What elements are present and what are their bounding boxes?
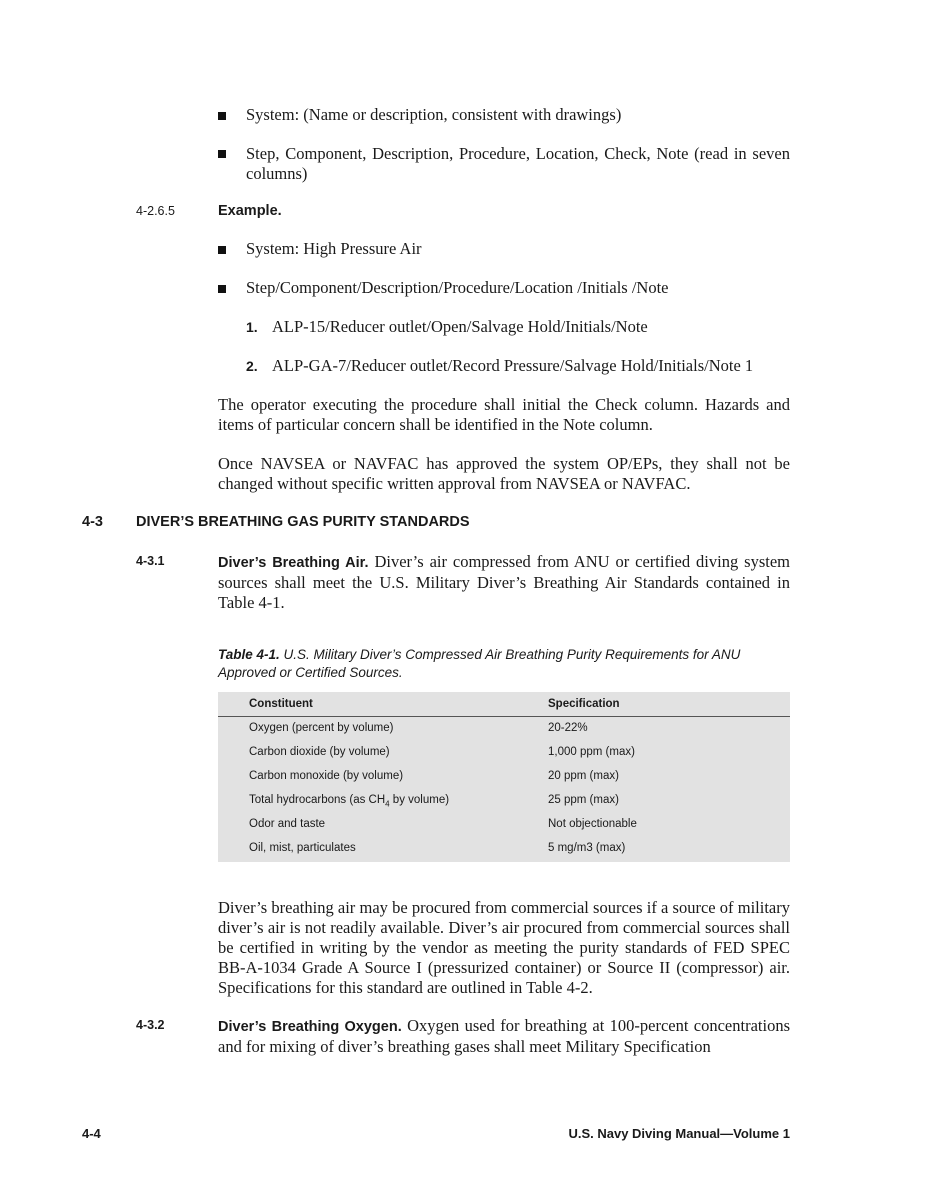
list-item: System: High Pressure Air (246, 239, 422, 258)
table-row (218, 788, 790, 812)
cell: 20-22% (548, 722, 588, 734)
section-number: 4-3 (82, 514, 103, 530)
cell: Odor and taste (249, 818, 326, 830)
section-number: 4-3.1 (136, 554, 165, 568)
paragraph-title: Diver’s Breathing Oxygen. (218, 1019, 402, 1035)
paragraph (218, 552, 790, 613)
header-cell: Constituent (249, 698, 313, 710)
cell: 20 ppm (max) (548, 770, 619, 782)
list-item: Step/Component/Description/Procedure/Location /Initials /Note (246, 278, 669, 297)
cell: 25 ppm (max) (548, 794, 619, 806)
cell: 1,000 ppm (max) (548, 746, 635, 758)
cell: Carbon dioxide (by volume) (249, 746, 390, 758)
header-cell: Specification (548, 698, 620, 710)
section-heading: DIVER’S BREATHING GAS PURITY STANDARDS (136, 514, 470, 530)
paragraph-title: Diver’s Breathing Air. (218, 555, 369, 571)
bullet-icon (218, 112, 226, 120)
paragraph: Diver’s breathing air may be procured from commercial sources if a source of military diver’s air is not readily available. Diver’s air procured from commercial sources shall be certified in writing by the vendor as meeting the purity standards of FED SPEC BB-A-1034 Grade A Source I (pressurized container) or Source II (compressor) air. Specifications for this standard are outlined in Table 4-2. (218, 898, 790, 997)
caption-text: U.S. Military Diver’s Compressed Air Breathing Purity Requirements for ANU Approved or Certified Sources. (218, 647, 741, 680)
step-number: 2. (246, 358, 258, 374)
cell-text: Total hydrocarbons (as CH (249, 794, 386, 806)
cell: Not objectionable (548, 818, 637, 830)
table-row (218, 836, 790, 860)
purity-table (218, 692, 790, 862)
table-row (218, 716, 790, 740)
section-title: Example. (218, 203, 282, 219)
table-caption (218, 646, 790, 682)
running-footer: U.S. Navy Diving Manual—Volume 1 (568, 1126, 790, 1141)
step-number: 1. (246, 319, 258, 335)
cell: Oil, mist, particulates (249, 842, 356, 854)
paragraph: Once NAVSEA or NAVFAC has approved the system OP/EPs, they shall not be changed without specific written approval from NAVSEA or NAVFAC. (218, 454, 790, 493)
paragraph: The operator executing the procedure shall initial the Check column. Hazards and items of particular concern shall be identified in the Note column. (218, 395, 790, 434)
step-text: ALP-GA-7/Reducer outlet/Record Pressure/Salvage Hold/Initials/Note 1 (272, 356, 754, 375)
bullet-icon (218, 150, 226, 158)
section-number: 4-2.6.5 (136, 204, 175, 218)
cell-text: by volume) (389, 794, 450, 806)
section-number: 4-3.2 (136, 1018, 165, 1032)
table-row (218, 764, 790, 788)
page-number: 4-4 (82, 1126, 101, 1141)
bullet-icon (218, 285, 226, 293)
list-item: Step, Component, Description, Procedure, Location, Check, Note (read in seven columns) (246, 144, 790, 183)
paragraph (218, 1016, 790, 1057)
step-text: ALP-15/Reducer outlet/Open/Salvage Hold/Initials/Note (272, 317, 648, 336)
subscript: 4 (385, 799, 390, 809)
cell: 5 mg/m3 (max) (548, 842, 626, 854)
table-row (218, 812, 790, 836)
cell: Carbon monoxide (by volume) (249, 770, 404, 782)
table-row (218, 740, 790, 764)
paragraph-text: Diver’s air compressed from ANU or certified diving system sources shall meet the U.S. Military Diver’s Breathing Air Standards contained in Table 4-1. (218, 552, 790, 612)
paragraph-text: Oxygen used for breathing at 100-percent concentrations and for mixing of diver’s breathing gases shall meet Military Specification (218, 1016, 791, 1056)
list-item: System: (Name or description, consistent with drawings) (246, 105, 622, 124)
cell: Oxygen (percent by volume) (249, 722, 394, 734)
caption-label: Table 4-1. (218, 647, 280, 662)
table-header (218, 692, 790, 716)
bullet-icon (218, 246, 226, 254)
